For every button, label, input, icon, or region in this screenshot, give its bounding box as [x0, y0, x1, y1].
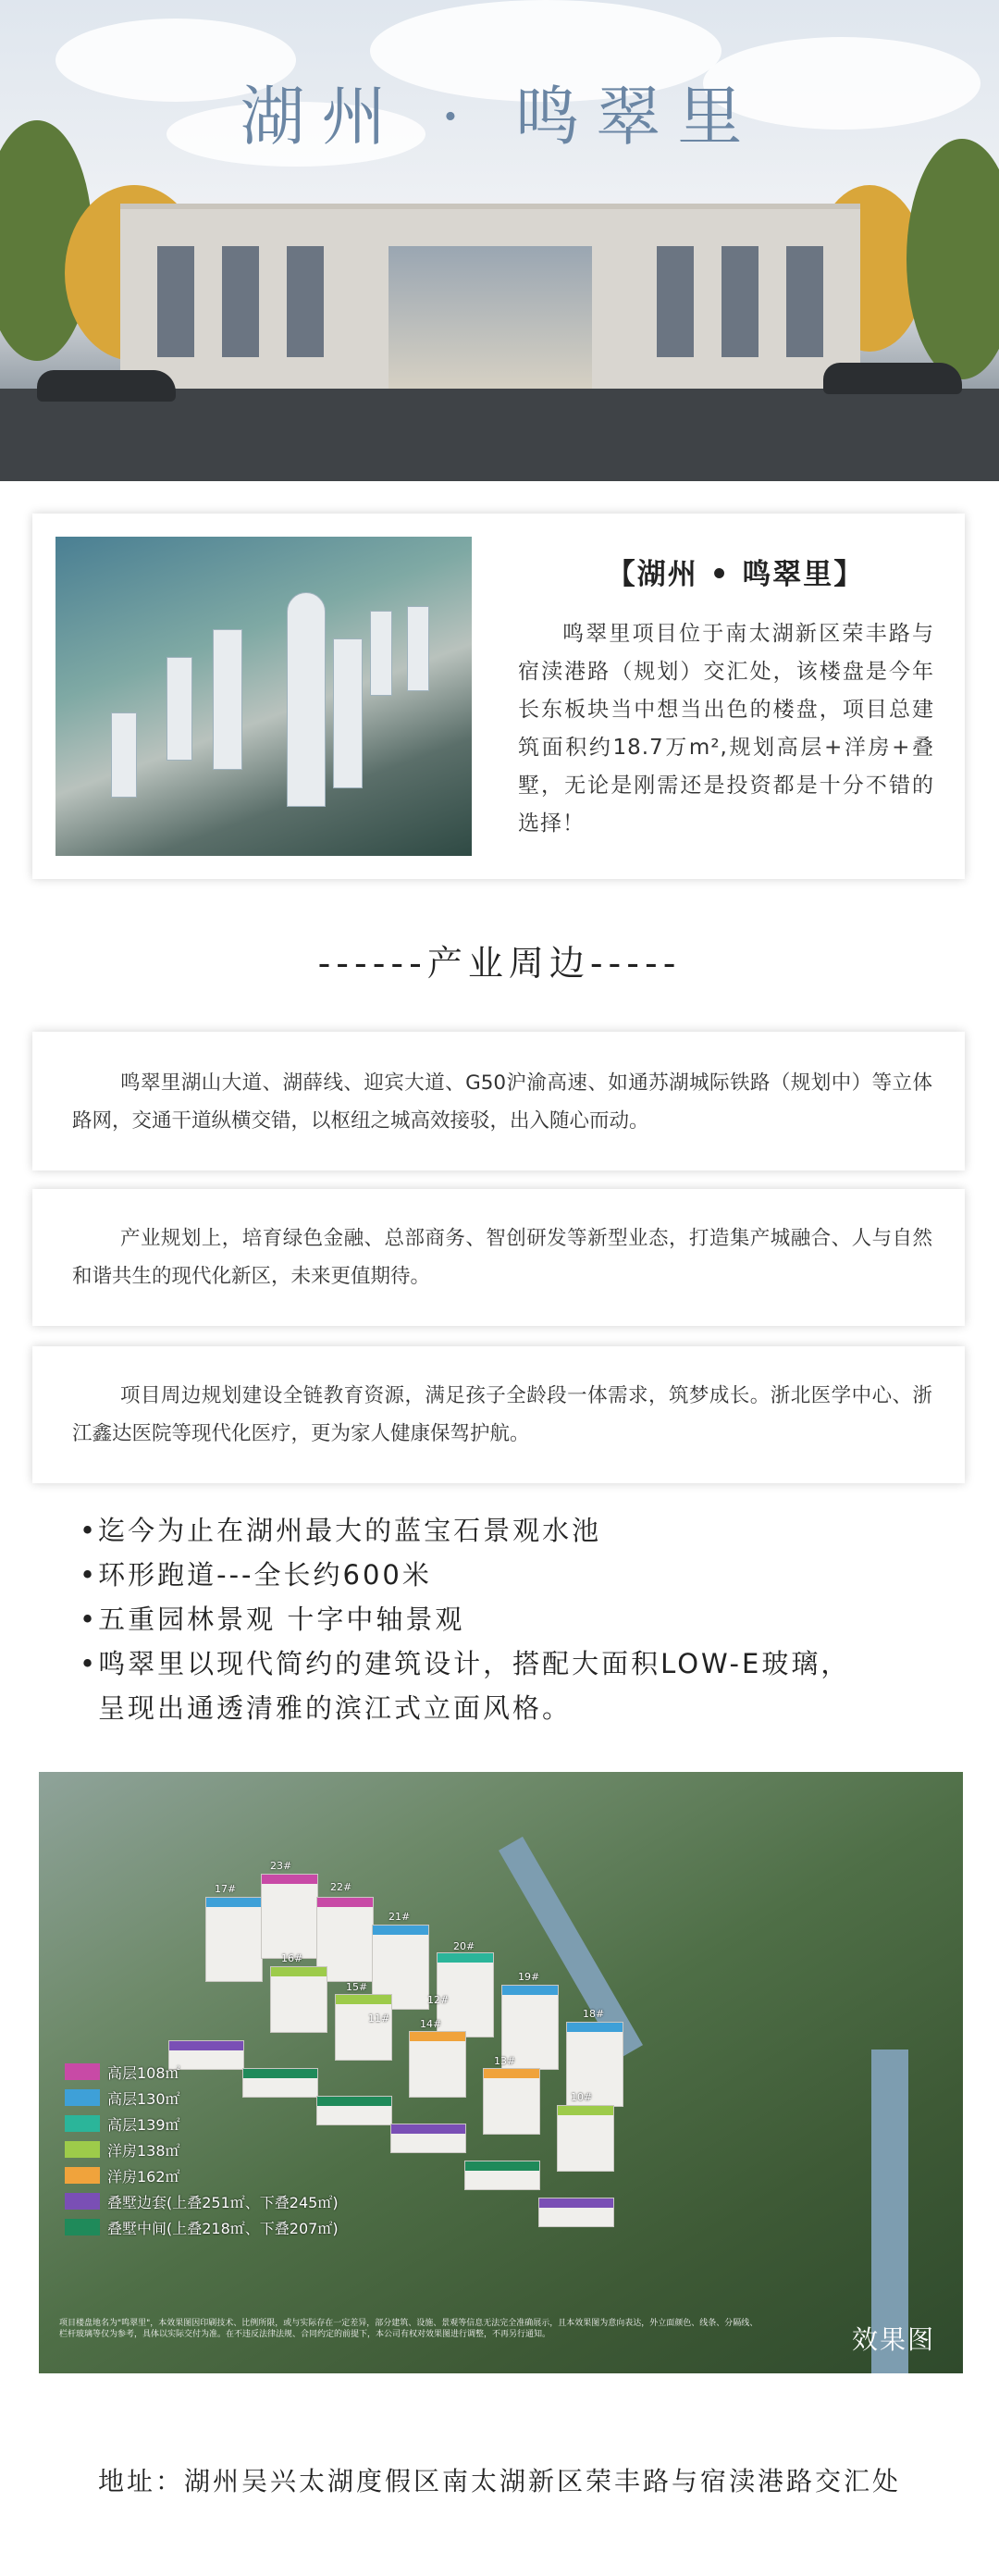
legend-swatch	[65, 2063, 100, 2080]
legend-item: 高层139㎡	[65, 2111, 339, 2136]
building-number-label: 12#	[427, 1994, 450, 2006]
building-block	[464, 2161, 540, 2190]
car-illustration	[823, 363, 962, 394]
building-number-label: 13#	[494, 2055, 516, 2067]
building-block	[261, 1874, 318, 1959]
intro-title: 【湖州 • 鸣翠里】	[606, 558, 865, 591]
feature-item: •鸣翠里以现代简约的建筑设计，搭配大面积LOW-E玻璃，	[80, 1648, 851, 1679]
section-heading: ------产业周边-----	[317, 943, 682, 984]
address-line: 地址：湖州吴兴太湖度假区南太湖新区荣丰路与宿渎港路交汇处	[97, 2466, 901, 2496]
building-illustration	[120, 204, 860, 394]
legend-swatch	[65, 2193, 100, 2210]
legend-item: 洋房162㎡	[65, 2162, 339, 2188]
building-block	[335, 1994, 392, 2061]
aerial-rendering-image	[56, 537, 472, 856]
building-number-label: 21#	[388, 1911, 411, 1923]
road	[0, 389, 999, 481]
building-number-label: 23#	[270, 1860, 292, 1872]
building-number-label: 16#	[281, 1952, 303, 1964]
feature-item: •迄今为止在湖州最大的蓝宝石景观水池	[80, 1515, 602, 1546]
legend-swatch	[65, 2089, 100, 2106]
hero-title: 湖州 · 鸣翠里	[240, 79, 759, 155]
building-block	[483, 2068, 540, 2135]
legend-item: 高层130㎡	[65, 2085, 339, 2111]
building-number-label: 22#	[330, 1881, 352, 1893]
building-number-label: 15#	[346, 1981, 368, 1993]
building-block	[538, 2198, 614, 2227]
building-number-label: 19#	[518, 1971, 540, 1983]
legend-swatch	[65, 2141, 100, 2158]
hero-banner	[0, 0, 999, 481]
education-paragraph: 项目周边规划建设全链教育资源，满足孩子全龄段一体需求，筑梦成长。浙北医学中心、浙江鑫达医院等现代化医疗，更为家人健康保驾护航。	[72, 1384, 932, 1445]
intro-description: 鸣翠里项目位于南太湖新区荣丰路与宿渎港路（规划）交汇处，该楼盘是今年长东板块当中想当出色的楼盘，项目总建筑面积约18.7万m²,规划高层+洋房+叠墅，无论是刚需还是投资都是十分不错的选择！	[518, 622, 934, 836]
legend-item: 洋房138㎡	[65, 2136, 339, 2162]
building-block	[409, 2031, 466, 2098]
transport-paragraph: 鸣翠里湖山大道、湖薛线、迎宾大道、G50沪渝高速、如通苏湖城际铁路（规划中）等立体路网，交通干道纵横交错，以枢纽之城高效接驳，出入随心而动。	[72, 1071, 932, 1133]
building-number-label: 17#	[215, 1883, 237, 1895]
legend-item: 高层108㎡	[65, 2059, 339, 2085]
building-block	[557, 2105, 614, 2172]
legend-item: 叠墅边套(上叠251㎡、下叠245㎡)	[65, 2188, 339, 2214]
building-block	[270, 1966, 327, 2033]
feature-item: •环形跑道---全长约600米	[80, 1559, 432, 1591]
tree-illustration	[906, 139, 999, 379]
legend-swatch	[65, 2219, 100, 2235]
masterplan-rendering	[39, 1772, 963, 2373]
building-number-label: 11#	[368, 2012, 390, 2025]
plan-legend	[65, 2059, 339, 2240]
feature-list	[80, 1508, 968, 1730]
building-number-label: 18#	[583, 2008, 605, 2020]
feature-item: •五重园林景观 十字中轴景观	[80, 1604, 465, 1635]
plan-disclaimer: 项目楼盘地名为"鸣翠里"，本效果图因印刷技术、比例所限，或与实际存在一定差异，部分建筑、设施、景观等信息无法完全准确展示，且本效果图为意向表达，外立面颜色、线条、分隔线、栏杆玻璃等仅为参考，具体以实际交付为准。在不违反法律法规、合同约定的前提下，本公司有权对效果图进行调整，不再另行通知。	[59, 2319, 758, 2339]
building-number-label: 10#	[571, 2091, 593, 2103]
car-illustration	[37, 370, 176, 402]
legend-swatch	[65, 2167, 100, 2184]
industry-paragraph: 产业规划上，培育绿色金融、总部商务、智创研发等新型业态，打造集产城融合、人与自然和谐共生的现代化新区，未来更值期待。	[72, 1227, 932, 1288]
feature-item: 呈现出通透清雅的滨江式立面风格。	[98, 1692, 573, 1724]
legend-swatch	[65, 2115, 100, 2132]
building-number-label: 20#	[453, 1940, 475, 1952]
building-number-label: 14#	[420, 2018, 442, 2030]
rendering-label: 效果图	[851, 2324, 935, 2355]
legend-item: 叠墅中间(上叠218㎡、下叠207㎡)	[65, 2214, 339, 2240]
building-block	[390, 2124, 466, 2153]
building-block	[205, 1897, 263, 1982]
